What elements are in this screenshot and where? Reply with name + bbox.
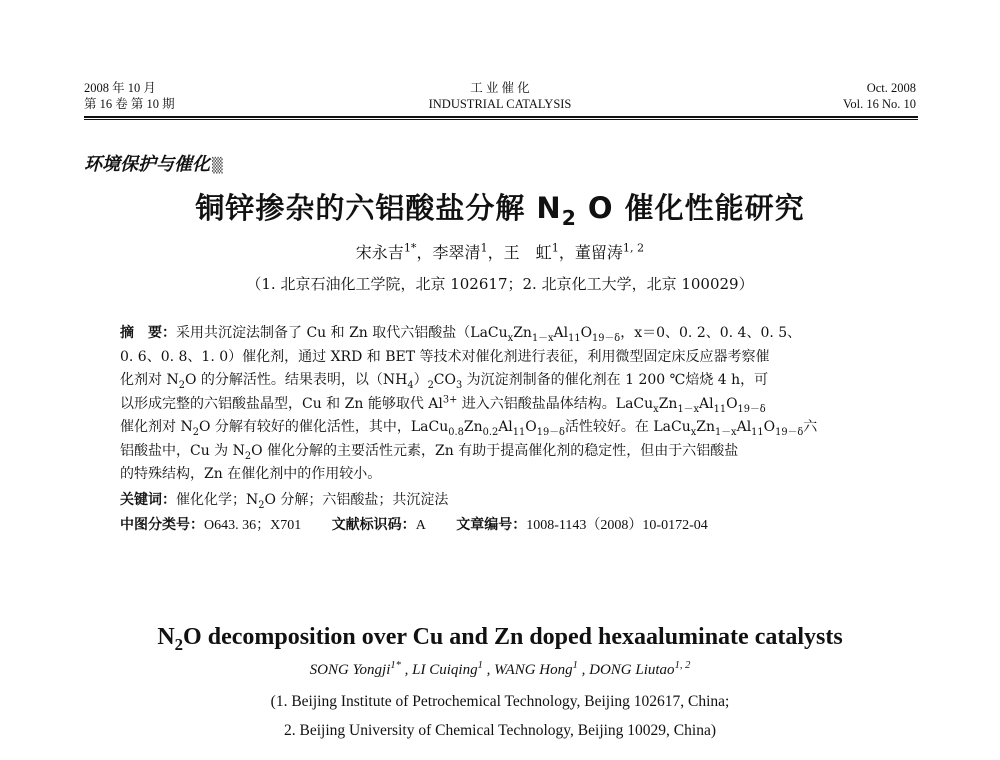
abstract-line: 催化剂对 $N_2O$ 分解有较好的催化活性，其中，$LaCu_{0.8}Zn_{0.2}Al_{11}O_{19-\delta}$活性较好。在 $LaCu_xZn_{1-x}Al_{11}O_{19-\delta}$六	[120, 419, 818, 438]
document-code: 文献标识码：A	[331, 516, 426, 533]
header-rule-thin	[84, 119, 918, 120]
clc-number: 中图分类号：O643. 36；X701	[120, 516, 302, 533]
header-rule-thick	[84, 116, 918, 118]
journal-name-en: INDUSTRIAL CATALYSIS	[428, 97, 572, 111]
header-volume-en: Vol. 16 No. 10	[842, 97, 916, 111]
article-number: 文章编号：1008-1143（2008）10-0172-04	[456, 516, 708, 533]
abstract-line: 0. 6、0. 8、1. 0）催化剂，通过 XRD 和 BET 等技术对催化剂进行表征，利用微型固定床反应器考察催	[120, 348, 770, 365]
abstract-line: 铝酸盐中，Cu 为 $N_2O$ 催化分解的主要活性元素，Zn 有助于提高催化剂的稳定性，但由于六铝酸盐	[120, 442, 739, 462]
author-name-en: , LI Cuiqing	[400, 662, 478, 678]
affiliation-cn: （1. 北京石油化工学院，北京 102617；2. 北京化工大学，北京 100029）	[246, 275, 754, 293]
section-ornament-icon: ▒	[212, 158, 223, 174]
abstract-line: 化剂对 $N_2O$ 的分解活性。结果表明，以$(NH_4)_2CO_3$ 为沉淀剂制备的催化剂在 1 200 ℃焙烧 4 h，可	[120, 372, 769, 391]
header-date-en: Oct. 2008	[866, 81, 916, 95]
abstract-cn	[120, 322, 890, 537]
abstract-line: 摘 要：采用共沉淀法制备了 Cu 和 Zn 取代六铝酸盐（$LaCu_xZn_{1-x}Al_{11}O_{19-\delta}$，x＝0、0. 2、0. 4、0. 5、	[120, 325, 802, 344]
header-date: 2008 年 10 月	[84, 81, 156, 95]
section-label-text: 环境保护与催化	[84, 154, 210, 175]
header-volume: 第 16 卷 第 10 期	[84, 97, 175, 111]
abstract-label: 摘 要：	[120, 325, 176, 341]
journal-name-cn: 工 业 催 化	[470, 81, 530, 95]
paper-title-cn: 铜锌掺杂的六铝酸盐分解 $N_2$ O 催化性能研究	[195, 191, 805, 230]
author-name: ，李翠清	[416, 243, 481, 262]
author-name-en: SONG Yongji	[309, 662, 391, 678]
authors-en: SONG Yongji$^{1*}$ , LI Cuiqing$^1$ , WANG Hong$^1$ , DONG Liutao$^{1, 2}$	[309, 660, 691, 678]
affiliation-en-line2: 2. Beijing University of Chemical Technology, Beijing 10029, China)	[284, 722, 716, 739]
paper-title-en: $N_2O$ decomposition over Cu and Zn doped hexaaluminate catalysts	[157, 624, 843, 654]
classification-info	[120, 513, 890, 537]
authors-cn: 宋永吉$^{1*}$，李翠清$^1$，王 虹$^1$，董留涛$^{1, 2}$	[355, 241, 645, 262]
affiliation-en-line1: (1. Beijing Institute of Petrochemical Technology, Beijing 102617, China;	[270, 693, 730, 710]
abstract-line: 的特殊结构，Zn 在催化剂中的作用较小。	[120, 466, 382, 482]
author-name-en: , DONG Liutao	[577, 662, 675, 678]
author-name: ，董留涛	[558, 243, 623, 262]
keywords-cn: 关键词：催化化学；$N_2O$ 分解；六铝酸盐；共沉淀法	[120, 491, 449, 511]
keywords-label: 关键词：	[120, 491, 176, 508]
header-date-volume-en	[843, 80, 916, 112]
author-name: ，王 虹	[487, 243, 552, 262]
abstract-line: 以形成完整的六铝酸盐晶型，Cu 和 Zn 能够取代 $Al^{3+}$ 进入六铝酸盐晶体结构。$LaCu_xZn_{1-x}Al_{11}O_{19-\delta}$	[120, 393, 766, 415]
author-name: 宋永吉	[355, 243, 404, 262]
author-name-en: , WANG Hong	[482, 662, 573, 678]
section-label	[84, 150, 223, 176]
